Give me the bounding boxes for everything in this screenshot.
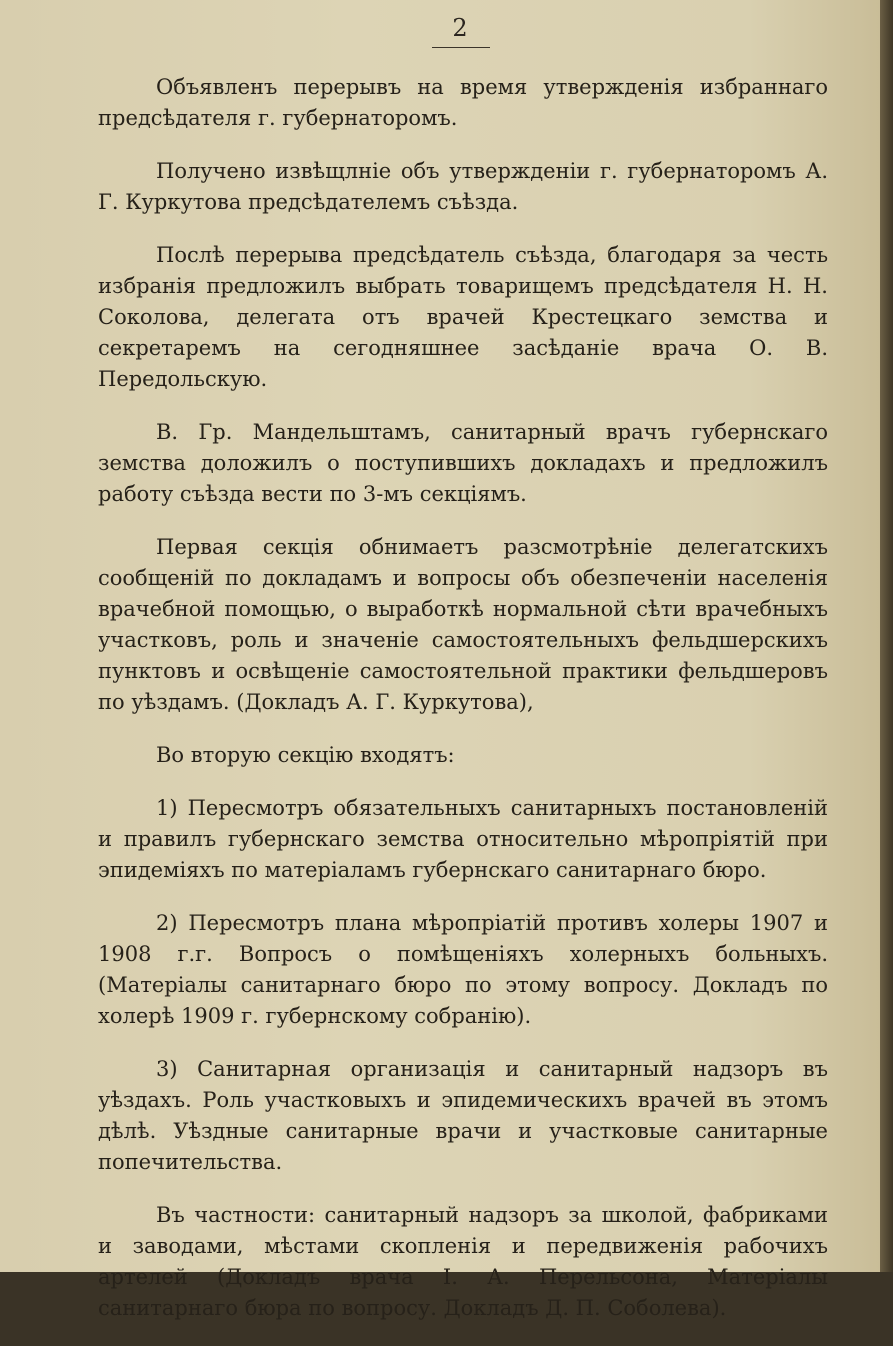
paragraph-approval-notice: Получено извѣщлніе объ утвержденіи г. губернаторомъ А. Г. Куркутова предсѣдателемъ съѣзда. <box>98 159 828 214</box>
paragraph-second-section-intro: Во вторую секцію входятъ: <box>156 743 455 767</box>
body-text <box>98 72 828 1346</box>
paragraph-first-section: Первая секція обнимаетъ разсмотрѣніе делегатскихъ сообщеній по докладамъ и вопросы объ обезпеченіи населенія врачебной помощью, о выработкѣ нормальной сѣти врачебныхъ участковъ, роль и значеніе самостоятельныхъ фельдшерскихъ пунктовъ и освѣщеніе самостоятельной практики фельдшеровъ по уѣздамъ. (Докладъ А. Г. Куркутова), <box>98 535 828 714</box>
page-number-rule <box>432 47 490 48</box>
paragraph-recess-announced: Объявленъ перерывъ на время утвержденія избраннаго предсѣдателя г. губернаторомъ. <box>98 75 828 130</box>
paragraph-in-particular: Въ частности: санитарный надзоръ за школой, фабриками и заводами, мѣстами скопленія и передвиженія рабочихъ артелей (Докладъ врача І. А. Перельсона, Матеріалы санитарнаго бюра по вопросу. Докладъ Д. П. Соболева). <box>98 1203 828 1320</box>
list-item-3: 3) Санитарная организація и санитарный надзоръ въ уѣздахъ. Роль участковыхъ и эпидемическихъ врачей въ этомъ дѣлѣ. Уѣздные санитарные врачи и участковые санитарные попечительства. <box>98 1057 828 1174</box>
list-item-1: 1) Пересмотръ обязательныхъ санитарныхъ постановленій и правилъ губернскаго земства относительно мѣропріятій при эпидеміяхъ по матеріаламъ губернскаго санитарнаго бюро. <box>98 796 828 882</box>
page-number: 2 <box>452 14 468 42</box>
book-edge <box>880 0 893 1272</box>
paragraph-sections-proposal: В. Гр. Мандельштамъ, санитарный врачъ губернскаго земства доложилъ о поступившихъ докладахъ и предложилъ работу съѣзда вести по 3-мъ секціямъ. <box>98 420 828 506</box>
paragraph-deputy-election: Послѣ перерыва предсѣдатель съѣзда, благодаря за честь избранія предложилъ выбрать товарищемъ предсѣдателя Н. Н. Соколова, делегата отъ врачей Крестецкаго земства и секретаремъ на сегодняшнее засѣданіе врача О. В. Передольскую. <box>98 243 828 391</box>
list-item-2: 2) Пересмотръ плана мѣропріатій противъ холеры 1907 и 1908 г.г. Вопросъ о помѣщеніяхъ холерныхъ больныхъ. (Матеріалы санитарнаго бюро по этому вопросу. Докладъ по холерѣ 1909 г. губернскому собранію). <box>98 911 828 1028</box>
